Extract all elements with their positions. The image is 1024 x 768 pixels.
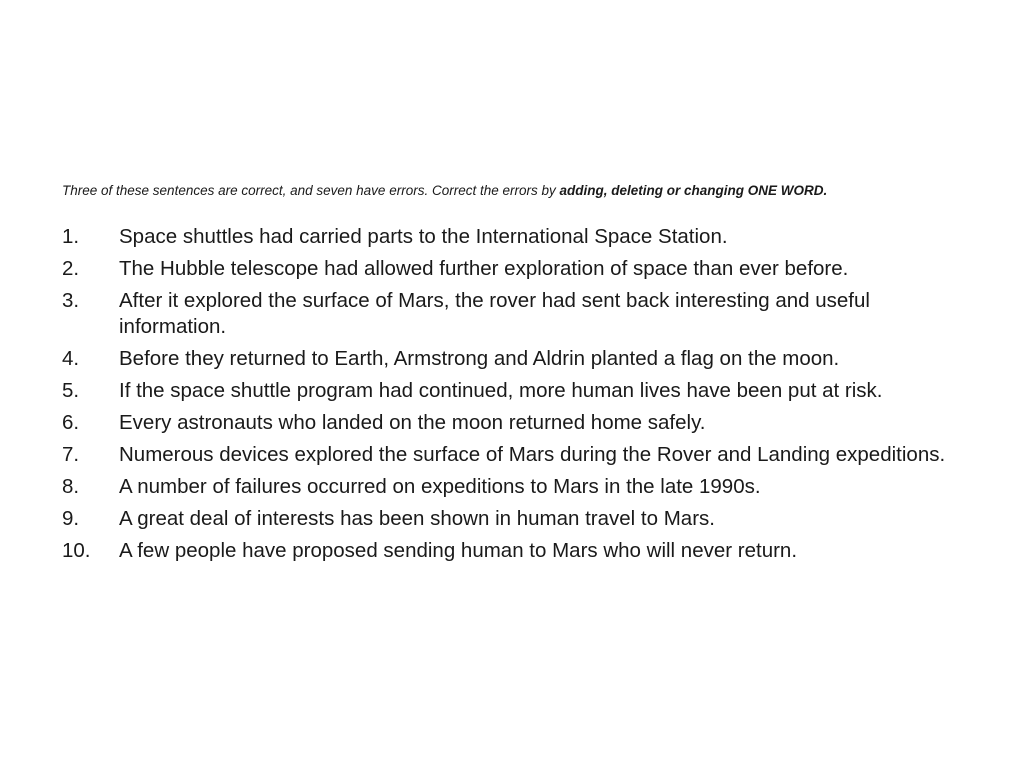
- list-item: [62, 410, 972, 436]
- item-number: 2.: [62, 257, 80, 280]
- list-item: [62, 538, 972, 564]
- item-text: If the space shuttle program had continued, more human lives have been put at risk.: [119, 379, 883, 402]
- item-number: 6.: [62, 411, 80, 434]
- item-number: 1.: [62, 225, 80, 248]
- item-text: Before they returned to Earth, Armstrong and Aldrin planted a flag on the moon.: [119, 347, 840, 370]
- item-text: A few people have proposed sending human to Mars who will never return.: [119, 539, 798, 562]
- item-number: 4.: [62, 347, 80, 370]
- list-item: [62, 224, 972, 250]
- item-text: Space shuttles had carried parts to the International Space Station.: [119, 225, 728, 248]
- sentence-list: [62, 224, 972, 570]
- list-item: [62, 346, 972, 372]
- item-text: Every astronauts who landed on the moon returned home safely.: [119, 411, 706, 434]
- item-number: 8.: [62, 475, 80, 498]
- item-number: 10.: [62, 539, 91, 562]
- item-text: After it explored the surface of Mars, the rover had sent back interesting and useful information.: [119, 289, 870, 338]
- list-item: [62, 378, 972, 404]
- list-item: [62, 474, 972, 500]
- item-number: 9.: [62, 507, 80, 530]
- item-number: 5.: [62, 379, 80, 402]
- list-item: [62, 288, 972, 340]
- item-text: Numerous devices explored the surface of Mars during the Rover and Landing expeditions.: [119, 443, 946, 466]
- list-item: [62, 256, 972, 282]
- item-number: 3.: [62, 289, 80, 312]
- list-item: [62, 442, 972, 468]
- instructions-text: [62, 183, 962, 199]
- item-text: A number of failures occurred on expeditions to Mars in the late 1990s.: [119, 475, 761, 498]
- item-text: The Hubble telescope had allowed further exploration of space than ever before.: [119, 257, 849, 280]
- item-number: 7.: [62, 443, 80, 466]
- list-item: [62, 506, 972, 532]
- instructions-lead: Three of these sentences are correct, and seven have errors. Correct the errors by: [62, 183, 560, 198]
- instructions-emphasis: adding, deleting or changing ONE WORD.: [559, 183, 828, 198]
- item-text: A great deal of interests has been shown in human travel to Mars.: [119, 507, 715, 530]
